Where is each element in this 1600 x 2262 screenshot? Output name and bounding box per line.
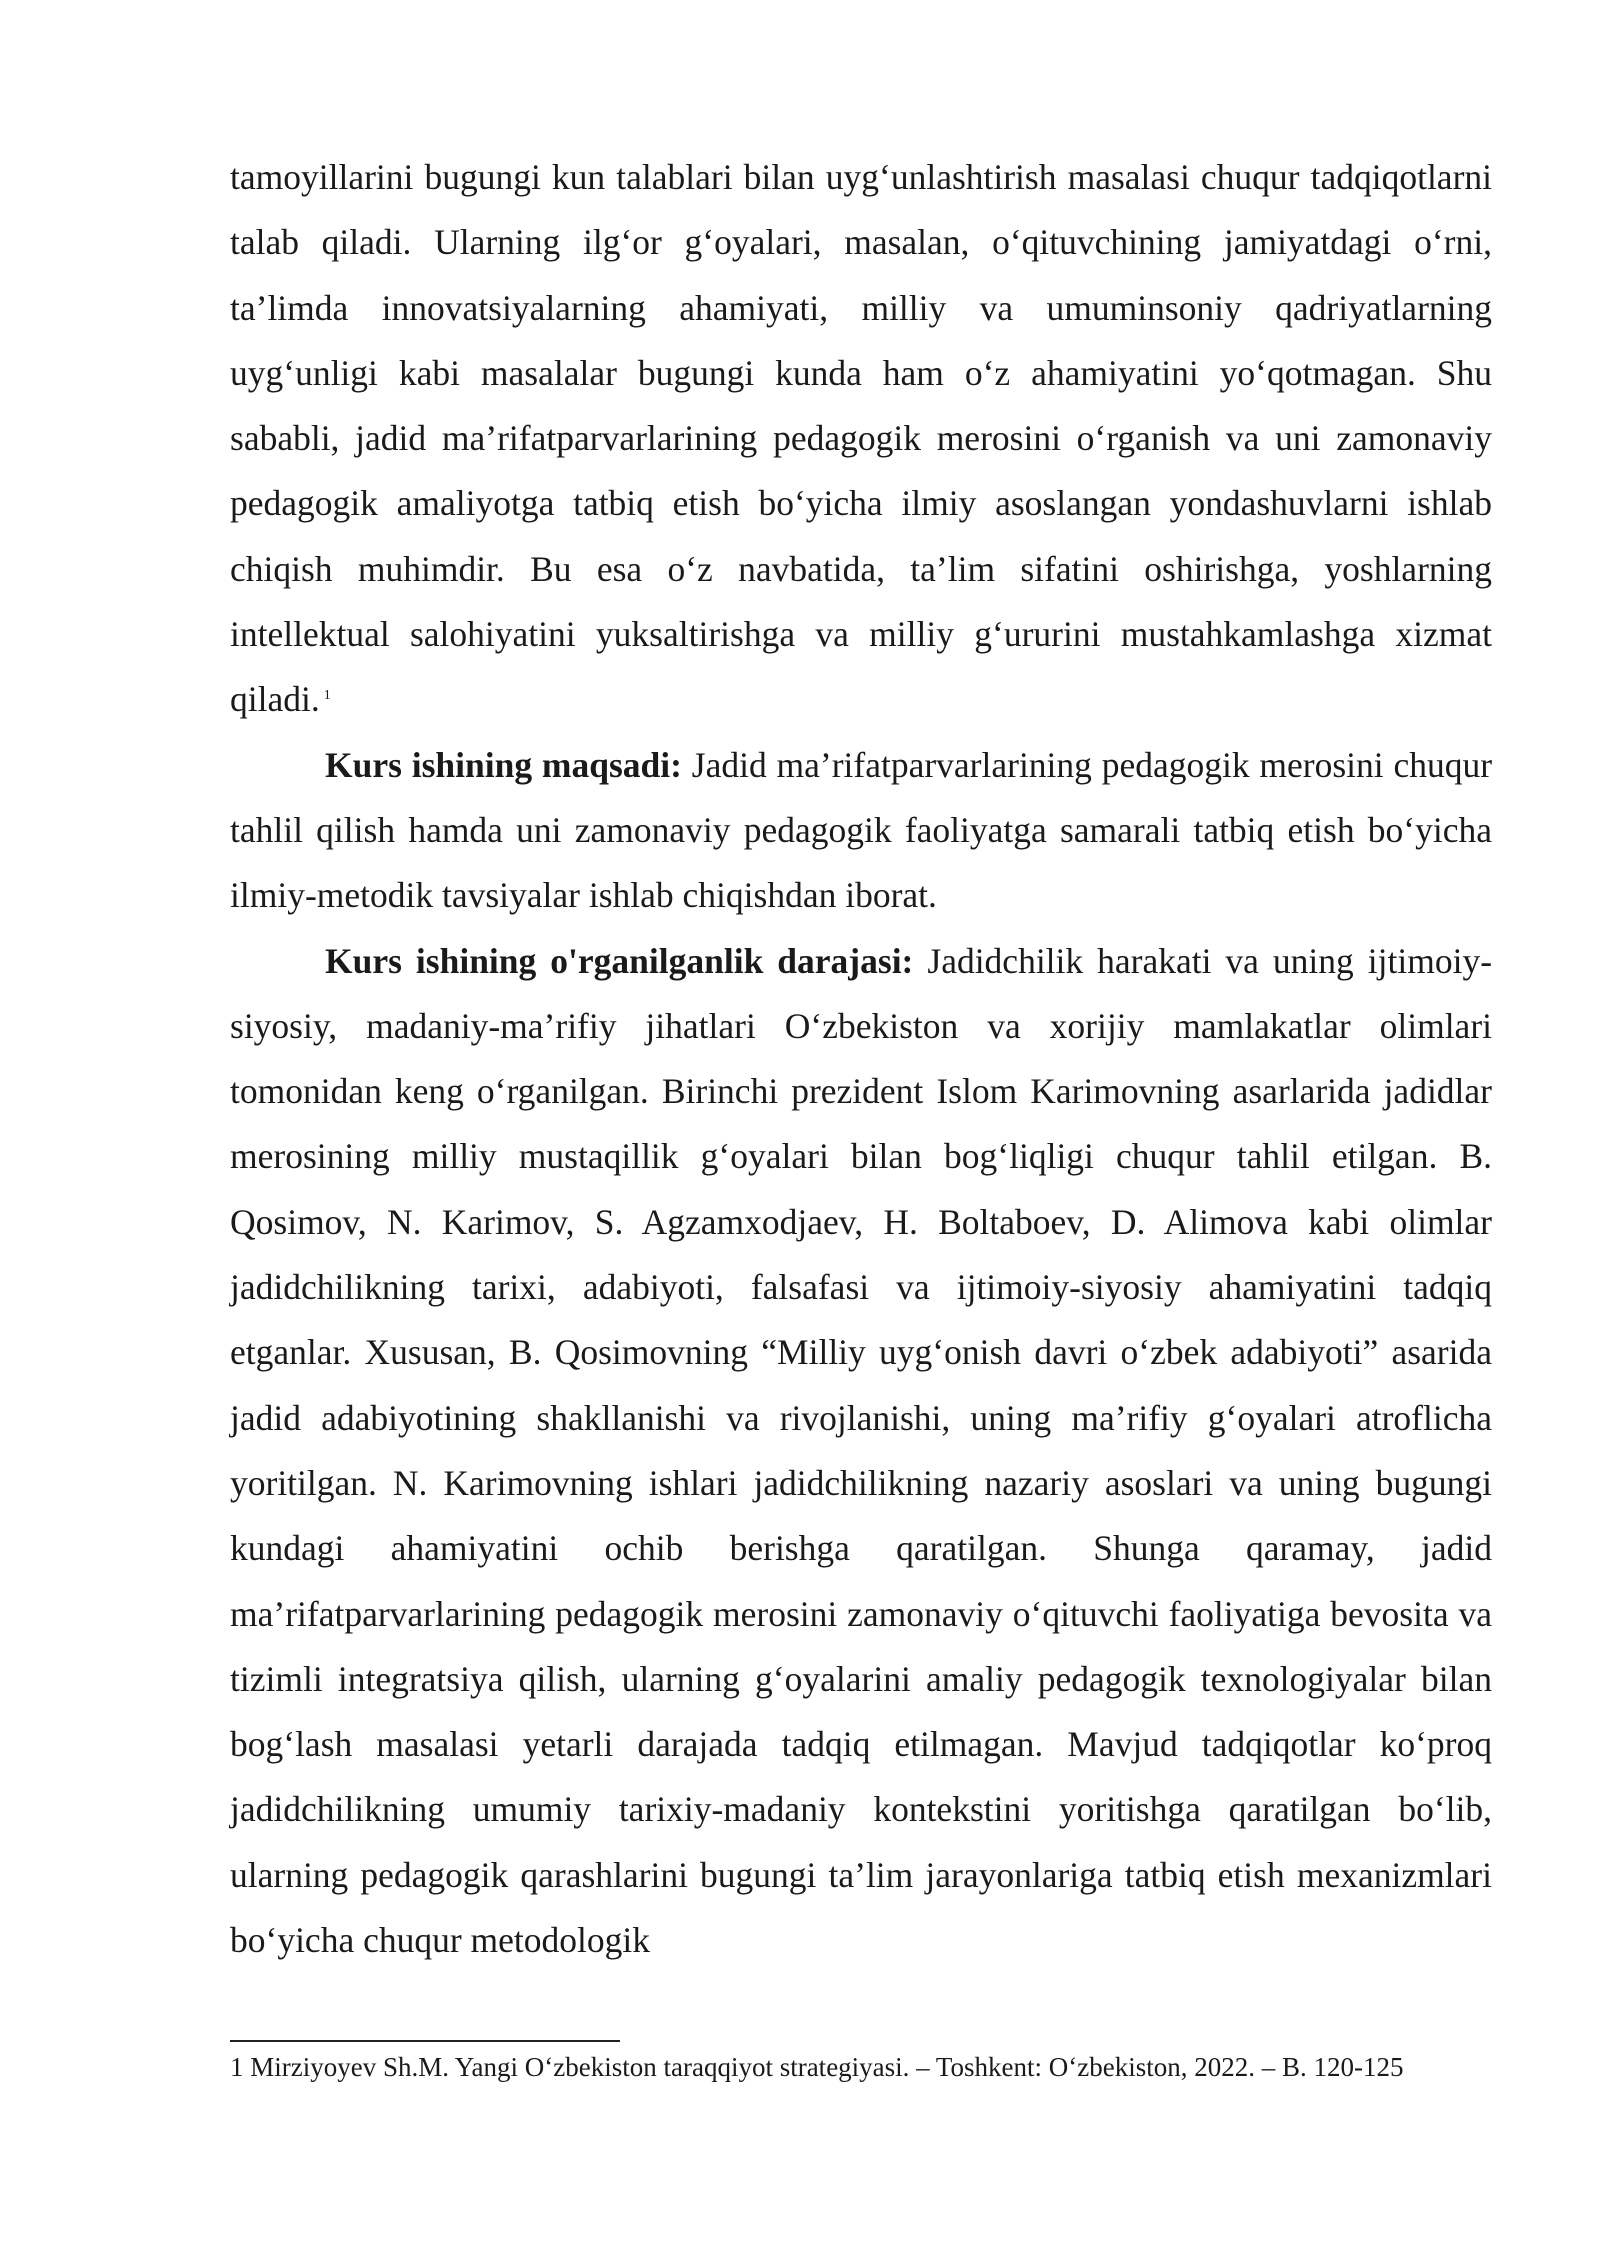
document-page (230, 145, 1492, 1973)
paragraph-study-level (230, 929, 1492, 1974)
paragraph-study-level-text: Jadidchilik harakati va uning ijtimoiy-siyosiy, madaniy-ma’rifiy jihatlari O‘zbekiston va xorijiy mamlakatlar olimlari tomonidan keng o‘rganilgan. Birinchi prezident Islom Karimovning asarlarida jadidlar merosining milliy mustaqillik g‘oyalari bilan bog‘liqligi chuqur tahlil etilgan. B. Qosimov, N. Karimov, S. Agzamxodjaev, H. Boltaboev, D. Alimova kabi olimlar jadidchilikning tarixi, adabiyoti, falsafasi va ijtimoiy-siyosiy ahamiyatini tadqiq etganlar. Xususan, B. Qosimovning “Milliy uyg‘onish davri o‘zbek adabiyoti” asarida jadid adabiyotining shakllanishi va rivojlanishi, uning ma’rifiy g‘oyalari atroflicha yoritilgan. N. Karimovning ishlari jadidchilikning nazariy asoslari va uning bugungi kundagi ahamiyatini ochib berishga qaratilgan. Shunga qaramay, jadid ma’rifatparvarlarining pedagogik merosini zamonaviy o‘qituvchi faoliyatiga bevosita va tizimli integratsiya qilish, ularning g‘oyalarini amaliy pedagogik texnologiyalar bilan bog‘lash masalasi yetarli darajada tadqiq etilmagan. Mavjud tadqiqotlar ko‘proq jadidchilikning umumiy tarixiy-madaniy kontekstini yoritishga qaratilgan bo‘lib, ularning pedagogik qarashlarini bugungi ta’lim jarayonlariga tatbiq etish mexanizmlari bo‘yicha chuqur metodologik (230, 940, 1493, 1961)
paragraph-intro (230, 145, 1492, 733)
paragraph-intro-text: tamoyillarini bugungi kun talablari bilan uyg‘unlashtirish masalasi chuqur tadqiqotlarni talab qiladi. Ularning ilg‘or g‘oyalari, masalan, o‘qituvchining jamiyatdagi o‘rni, ta’limda innovatsiyalarning ahamiyati, milliy va umuminsoniy qadriyatlarning uyg‘unligi kabi masalalar bugungi kunda ham o‘z ahamiyatini yo‘qotmagan. Shu sababli, jadid ma’rifatparvarlarining pedagogik merosini o‘rganish va uni zamonaviy pedagogik amaliyotga tatbiq etish bo‘yicha ilmiy asoslangan yondashuvlarni ishlab chiqish muhimdir. Bu esa o‘z navbatida, ta’lim sifatini oshirishga, yoshlarning intellektual salohiyatini yuksaltirishga va milliy g‘ururini mustahkamlashga xizmat qiladi. (230, 157, 1492, 720)
footnote-reference: 1 (323, 687, 331, 703)
footnote-text: 1 Mirziyoyev Sh.M. Yangi O‘zbekiston taraqqiyot strategiyasi. – Toshkent: O‘zbekiston, 2022. – B. 120-125 (230, 2052, 1404, 2082)
paragraph-goal-heading: Kurs ishining maqsadi: (325, 744, 682, 785)
footnote-divider (230, 2040, 620, 2042)
paragraph-study-level-heading: Kurs ishining o'rganilganlik darajasi: (325, 940, 914, 981)
paragraph-goal-text: Jadid ma’rifatparvarlarining pedagogik merosini chuqur tahlil qilish hamda uni zamonaviy pedagogik faoliyatga samarali tatbiq etish bo‘yicha ilmiy-metodik tavsiyalar ishlab chiqishdan iborat. (230, 744, 1493, 916)
paragraph-goal (230, 733, 1492, 929)
